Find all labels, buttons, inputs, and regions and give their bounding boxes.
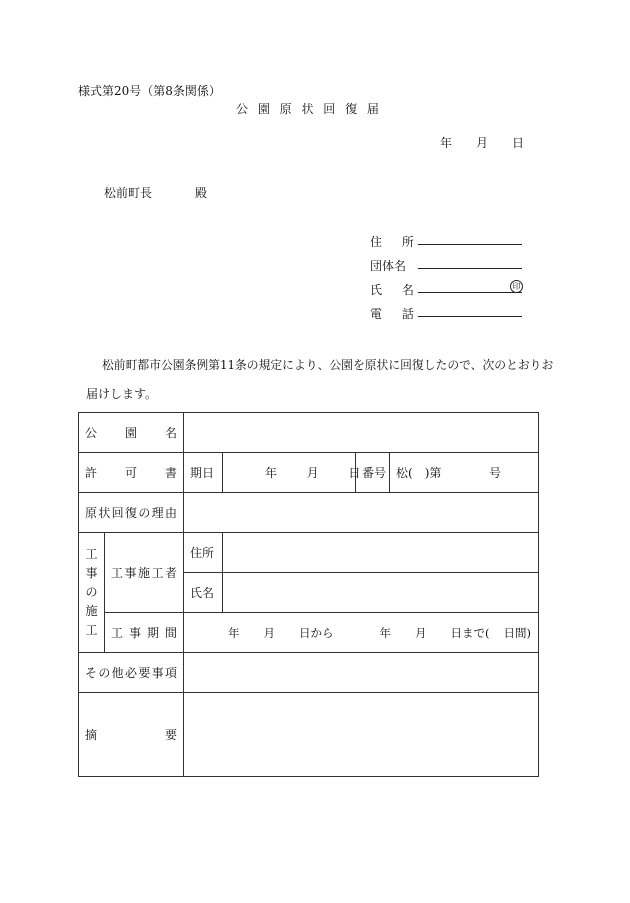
permit-date-label: 期日	[184, 453, 223, 493]
contractor-name-field[interactable]	[223, 573, 539, 613]
reason-label: 原状回復の理由	[85, 506, 178, 520]
period-end-year: 年	[379, 625, 392, 640]
body-text-line-2: 届けします。	[86, 387, 158, 401]
applicant-name-field[interactable]	[418, 292, 522, 293]
applicant-phone-label: 電 話	[370, 307, 422, 321]
permit-label: 許 可 書	[85, 466, 178, 480]
period-label: 工 事 期 間	[111, 626, 178, 640]
remarks-label: 摘 要	[85, 728, 178, 742]
submission-year: 年	[440, 136, 453, 150]
submission-day: 日	[512, 136, 525, 150]
applicant-name-label: 氏 名	[370, 283, 422, 297]
table-row	[79, 413, 539, 453]
applicant-phone-field[interactable]	[418, 316, 522, 317]
table-row	[79, 613, 539, 653]
contractor-name-label: 氏名	[184, 573, 223, 613]
document-title: 公 園 原 状 回 復 届	[236, 102, 382, 116]
contractor-address-field[interactable]	[223, 533, 539, 573]
addressee-honorific: 殿	[195, 186, 208, 200]
contractor-address-label: 住所	[184, 533, 223, 573]
period-label-cell	[105, 613, 184, 653]
contractor-label: 工事施工者	[111, 566, 178, 580]
applicant-org-field[interactable]	[418, 268, 522, 269]
park-name-label: 公 園 名	[85, 426, 178, 440]
period-field[interactable]	[184, 613, 539, 653]
construction-label: 工事の施工	[85, 547, 98, 637]
permit-number-label: 番号	[356, 453, 390, 493]
other-label-cell	[79, 653, 184, 693]
table-row	[79, 453, 539, 493]
contractor-label-cell	[105, 533, 184, 613]
body-text-line-1: 松前町都市公園条例第11条の規定により、公園を原状に回復したので、次のとおりお	[102, 358, 554, 372]
reason-label-cell	[79, 493, 184, 533]
table-row	[79, 533, 539, 573]
applicant-org-label: 団体名	[370, 259, 407, 273]
permit-number-suffix: 号	[489, 466, 502, 480]
period-days: 日間)	[503, 625, 532, 640]
period-start-day: 日から	[299, 625, 334, 640]
permit-year: 年	[265, 466, 278, 480]
table-row	[79, 653, 539, 693]
park-name-field[interactable]	[184, 413, 539, 453]
other-field[interactable]	[184, 653, 539, 693]
period-end-month: 月	[415, 625, 427, 640]
table-row	[79, 693, 539, 777]
remarks-label-cell	[79, 693, 184, 777]
permit-day: 日	[348, 466, 361, 480]
permit-number-field[interactable]	[390, 453, 539, 493]
reason-field[interactable]	[184, 493, 539, 533]
construction-label-cell	[79, 533, 105, 653]
period-end-day: 日まで(	[450, 625, 490, 640]
permit-label-cell	[79, 453, 184, 493]
period-start-year: 年	[228, 625, 240, 640]
permit-month: 月	[306, 466, 319, 480]
remarks-field[interactable]	[184, 693, 539, 777]
table-row	[79, 493, 539, 533]
applicant-address-label: 住 所	[370, 235, 422, 249]
permit-number-prefix: 松( )第	[396, 466, 442, 480]
submission-month: 月	[476, 136, 489, 150]
period-start-month: 月	[263, 625, 276, 640]
other-label: その他必要事項	[85, 666, 178, 680]
addressee-name: 松前町長	[104, 186, 153, 200]
form-number: 様式第20号（第8条関係）	[78, 84, 221, 98]
permit-date-field[interactable]	[223, 453, 361, 493]
park-name-label-cell	[79, 413, 184, 453]
notification-table	[78, 412, 539, 777]
applicant-address-field[interactable]	[418, 244, 522, 245]
seal-mark-icon: 印	[510, 280, 523, 293]
